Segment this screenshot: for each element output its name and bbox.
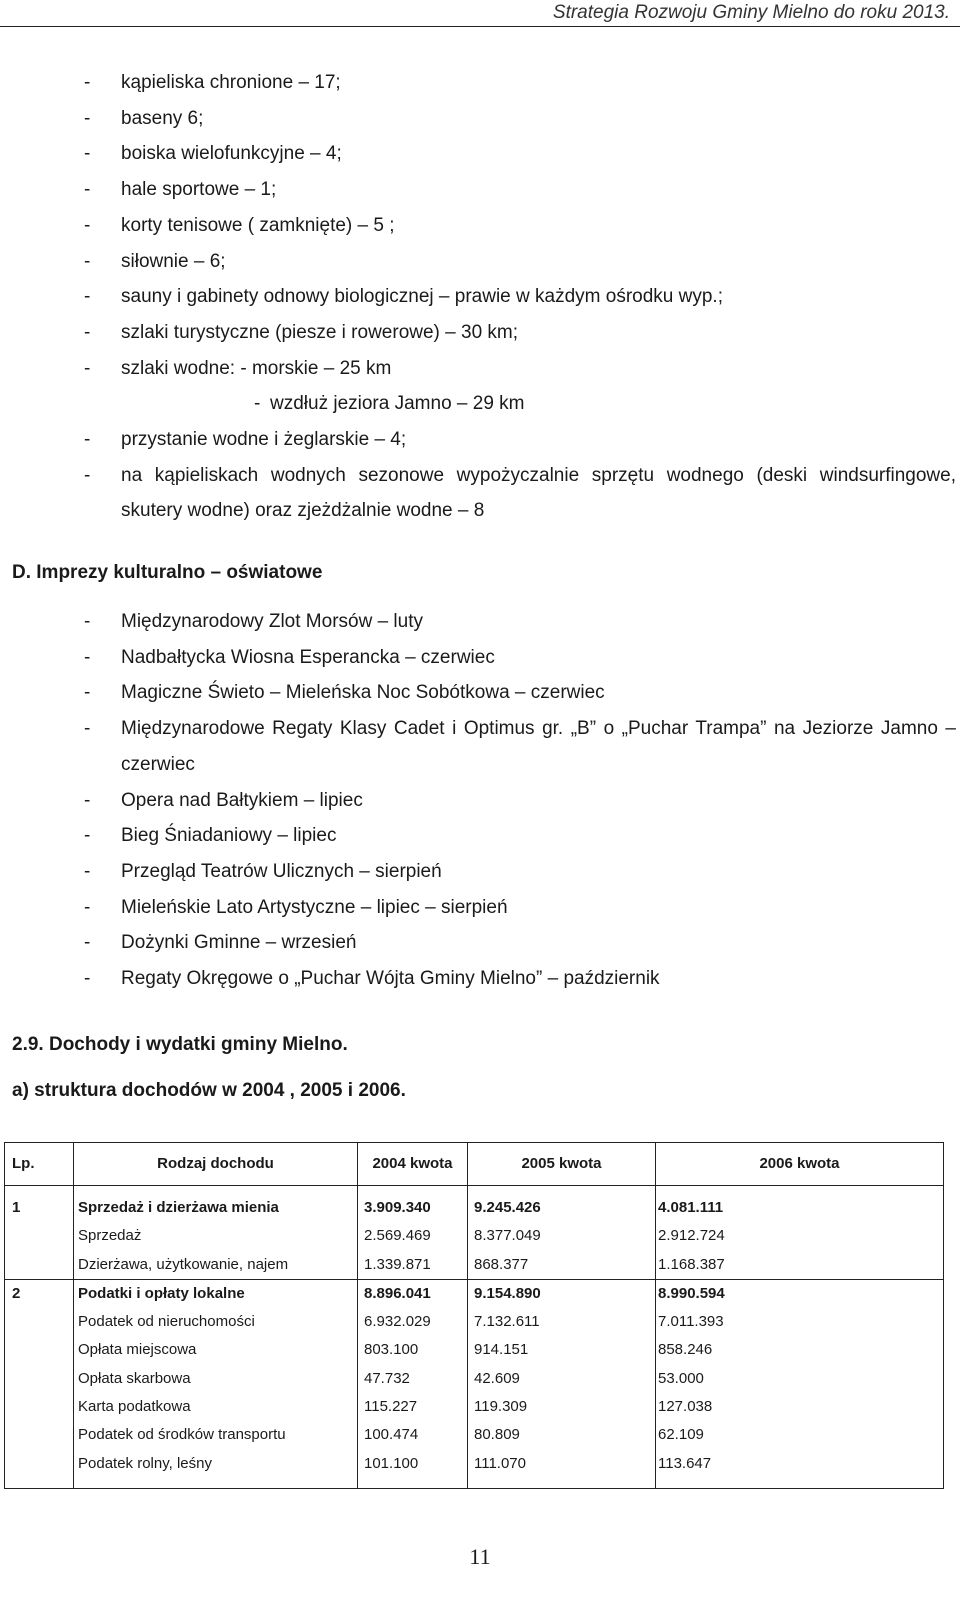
list-item: - boiska wielofunkcyjne – 4; bbox=[84, 143, 342, 165]
list-item: - Międzynarodowe Regaty Klasy Cadet i Optimus gr. „B” o „Puchar Trampa” na Jeziorze Jamno – czerwiec bbox=[84, 718, 956, 775]
list-item: - Przegląd Teatrów Ulicznych – sierpień bbox=[84, 860, 442, 882]
table-row: Dzierżawa, użytkowanie, najem 1.339.871 868.377 1.168.387 bbox=[5, 1251, 943, 1279]
table-row: 1 Sprzedaż i dzierżawa mienia 3.909.340 9.245.426 4.081.111 bbox=[5, 1194, 943, 1222]
list-item: - baseny 6; bbox=[84, 107, 204, 129]
col-header-type: Rodzaj dochodu bbox=[73, 1143, 357, 1185]
page-number: 11 bbox=[469, 1544, 491, 1569]
table-row: Sprzedaż 2.569.469 8.377.049 2.912.724 bbox=[5, 1222, 943, 1250]
list-item: - przystanie wodne i żeglarskie – 4; bbox=[84, 429, 407, 451]
col-header-lp: Lp. bbox=[12, 1155, 35, 1172]
col-header-2006: 2006 kwota bbox=[655, 1143, 943, 1185]
list-item: - Magiczne Świeto – Mieleńska Noc Sobótkowa – czerwiec bbox=[84, 682, 605, 704]
list-item: - Międzynarodowy Zlot Morsów – luty bbox=[84, 611, 423, 632]
section-2-9-heading: 2.9. Dochody i wydatki gminy Mielno. bbox=[12, 1034, 348, 1055]
list-item: - korty tenisowe ( zamknięte) – 5 ; bbox=[84, 214, 395, 236]
list-item: - szlaki wodne: - morskie – 25 km bbox=[84, 357, 392, 379]
subsection-a-heading: a) struktura dochodów w 2004 , 2005 i 2006. bbox=[12, 1080, 406, 1101]
table-row: Podatek od środków transportu 100.474 80.809 62.109 bbox=[5, 1421, 943, 1449]
list-item: - hale sportowe – 1; bbox=[84, 179, 277, 201]
col-header-2005: 2005 kwota bbox=[467, 1143, 655, 1185]
list-item: - Opera nad Bałtykiem – lipiec bbox=[84, 789, 363, 811]
header-rule bbox=[0, 26, 960, 27]
table-row: Podatek rolny, leśny 101.100 111.070 113.647 bbox=[5, 1450, 943, 1478]
income-table bbox=[4, 1142, 944, 1489]
table-row: Podatek od nieruchomości 6.932.029 7.132.611 7.011.393 bbox=[5, 1308, 943, 1336]
list-item: - Mieleńskie Lato Artystyczne – lipiec – sierpień bbox=[84, 896, 508, 918]
table-row: Opłata skarbowa 47.732 42.609 53.000 bbox=[5, 1365, 943, 1393]
list-item: - Regaty Okręgowe o „Puchar Wójta Gminy Mielno” – październik bbox=[84, 968, 660, 990]
list-item: - szlaki turystyczne (piesze i rowerowe) – 30 km; bbox=[84, 321, 519, 343]
list-item: - siłownie – 6; bbox=[84, 250, 226, 272]
list-subitem: - wzdłuż jeziora Jamno – 29 km bbox=[254, 393, 525, 415]
events-list bbox=[84, 604, 956, 997]
table-header-row bbox=[5, 1143, 943, 1185]
list-item: - na kąpieliskach wodnych sezonowe wypożyczalnie sprzętu wodnego (deski windsurfingowe, skutery wodne) oraz zjeżdżalnie wodne – 8 bbox=[84, 464, 956, 522]
col-header-2004: 2004 kwota bbox=[357, 1143, 467, 1185]
facilities-list bbox=[84, 65, 956, 529]
list-item: - Dożynki Gminne – wrzesień bbox=[84, 932, 357, 954]
table-row: Karta podatkowa 115.227 119.309 127.038 bbox=[5, 1393, 943, 1421]
table-row: 2 Podatki i opłaty lokalne 8.896.041 9.154.890 8.990.594 bbox=[5, 1279, 943, 1308]
list-item: - kąpieliska chronione – 17; bbox=[84, 72, 341, 93]
section-d-heading: D. Imprezy kulturalno – oświatowe bbox=[12, 562, 323, 583]
running-header: Strategia Rozwoju Gminy Mielno do roku 2013. bbox=[552, 2, 950, 23]
list-item: - sauny i gabinety odnowy biologicznej – prawie w każdym ośrodku wyp.; bbox=[84, 286, 723, 308]
list-item: - Bieg Śniadaniowy – lipiec bbox=[84, 825, 337, 847]
list-item: - Nadbałtycka Wiosna Esperancka – czerwiec bbox=[84, 646, 495, 668]
table-row: Opłata miejscowa 803.100 914.151 858.246 bbox=[5, 1336, 943, 1364]
